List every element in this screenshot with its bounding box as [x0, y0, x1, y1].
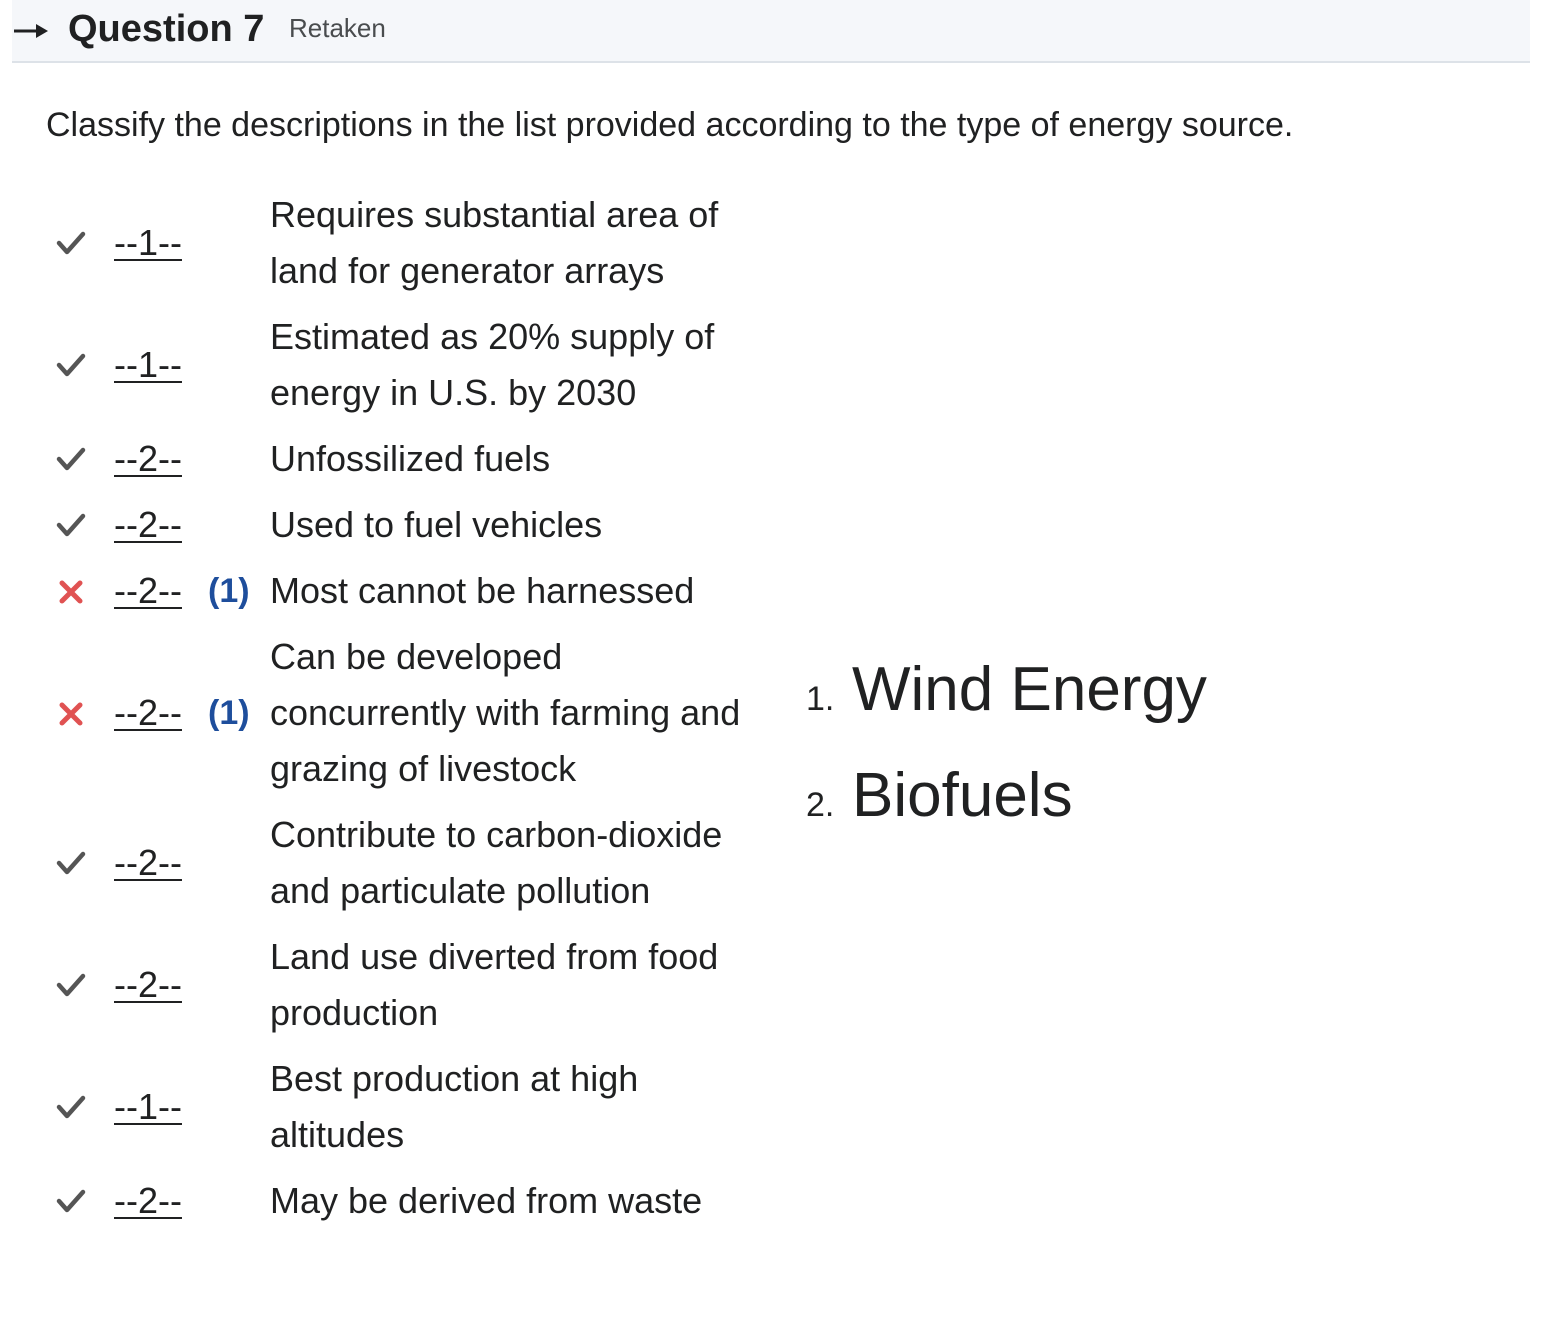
check-icon: [55, 349, 99, 381]
x-icon: [55, 697, 99, 729]
item-description: Estimated as 20% supply of energy in U.S. by 2030: [270, 316, 715, 413]
selected-answer: --1--: [114, 222, 182, 263]
choice-item: [806, 650, 1406, 756]
item-description: Unfossilized fuels: [270, 438, 551, 479]
selected-answer: --2--: [114, 964, 182, 1005]
choice-label: Wind Energy: [852, 655, 1207, 724]
selected-answer: --2--: [114, 570, 182, 611]
check-icon: [55, 1091, 99, 1123]
selected-answer: --2--: [114, 842, 182, 883]
matching-item-row: [0, 1168, 780, 1234]
check-icon: [55, 509, 99, 541]
selected-answer: --2--: [114, 504, 182, 545]
item-description: Most cannot be harnessed: [270, 570, 695, 611]
item-description: Can be developed concurrently with farming and grazing of livestock: [270, 636, 741, 789]
check-icon: [55, 443, 99, 475]
check-icon: [55, 969, 99, 1001]
selected-answer: --1--: [114, 1086, 182, 1127]
item-description: Best production at high altitudes: [270, 1058, 639, 1155]
matching-item-row: [0, 802, 780, 924]
question-status: Retaken: [289, 13, 386, 43]
matching-item-row: [0, 492, 780, 558]
matching-item-row: [0, 304, 780, 426]
matching-item-row: [0, 1046, 780, 1168]
matching-item-row: [0, 182, 780, 304]
x-icon: [55, 575, 99, 607]
correct-answer-hint: (1): [208, 694, 250, 732]
matching-items-list: [0, 182, 780, 1234]
question-title: Question 7: [68, 8, 265, 50]
matching-item-row: [0, 426, 780, 492]
item-description: Contribute to carbon-dioxide and particulate pollution: [270, 814, 723, 911]
choice-label: Biofuels: [852, 761, 1073, 830]
choices-list: [806, 650, 1406, 862]
question-prompt: Classify the descriptions in the list provided according to the type of energy source.: [46, 106, 1294, 144]
choice-number: 2.: [806, 786, 835, 824]
item-description: May be derived from waste: [270, 1180, 703, 1221]
check-icon: [55, 1185, 99, 1217]
matching-item-row: [0, 924, 780, 1046]
selected-answer: --1--: [114, 344, 182, 385]
selected-answer: --2--: [114, 692, 182, 733]
correct-answer-hint: (1): [208, 572, 250, 610]
matching-item-row: [0, 624, 780, 802]
selected-answer: --2--: [114, 1180, 182, 1221]
item-description: Land use diverted from food production: [270, 936, 719, 1033]
check-icon: [55, 227, 99, 259]
item-description: Requires substantial area of land for generator arrays: [270, 194, 719, 291]
choice-number: 1.: [806, 680, 835, 718]
matching-item-row: [0, 558, 780, 624]
selected-answer: --2--: [114, 438, 182, 479]
check-icon: [55, 847, 99, 879]
question-header: [12, 0, 1530, 63]
arrow-right-icon: [12, 16, 52, 46]
choice-item: [806, 756, 1406, 862]
item-description: Used to fuel vehicles: [270, 504, 603, 545]
